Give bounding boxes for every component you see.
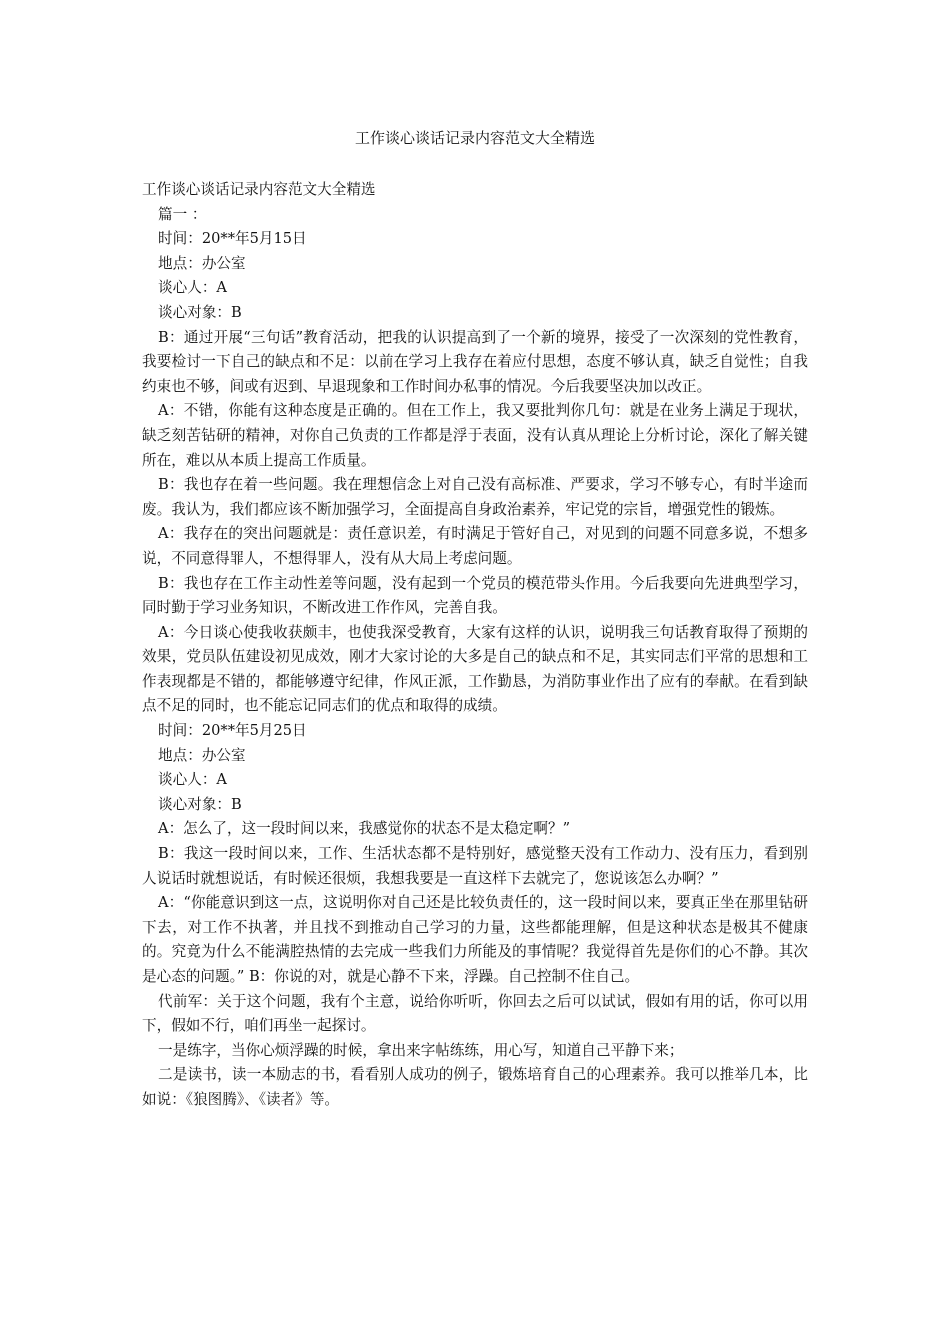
paragraph: 地点：办公室 (158, 746, 246, 764)
document-title: 工作谈心谈话记录内容范文大全精选 (354, 129, 595, 147)
paragraph: 代前军：关于这个问题，我有个主意，说给你听听，你回去之后可以试试，假如有用的话，你可以用下，假如不行，咱们再坐一起探讨。 (142, 992, 808, 1035)
paragraph: A：怎么了，这一段时间以来，我感觉你的状态不是太稳定啊？” (158, 820, 571, 838)
paragraph: 谈心对象：B (158, 795, 242, 813)
paragraph: B：通过开展“三句话”教育活动，把我的认识提高到了一个新的境界，接受了一次深刻的党性教育，我要检讨一下自己的缺点和不足：以前在学习上我存在着应付思想，态度不够认真，缺乏自觉性；自我约束也不够，间或有迟到、早退现象和工作时间办私事的情况。今后我要坚决加以改正。 (142, 328, 808, 395)
paragraph: 二是读书，读一本励志的书，看看别人成功的例子，锻炼培育自己的心理素养。我可以推举几本，比如说：《狼图腾》、《读者》等。 (142, 1066, 808, 1108)
paragraph: 地点：办公室 (158, 254, 246, 272)
paragraph: B：我也存在着一些问题。我在理想信念上对自己没有高标准、严要求，学习不够专心，有时半途而废。我认为，我们都应该不断加强学习，全面提高自身政治素养，牢记党的宗旨，增强党性的锻炼。 (142, 476, 808, 518)
paragraph: A：“你能意识到这一点，这说明你对自己还是比较负责任的，这一段时间以来，要真正坐在那里钻研下去，对工作不执著，并且找不到推动自己学习的力量，这些都能理解，但是这种状态是极其不健康的。究竟为什么不能满腔热情的去完成一些我们力所能及的事情呢？我觉得首先是你们的心不静。其次是心态的问题。” B：你说的对，就是心静不下来，浮躁。自己控制不住自己。 (142, 894, 808, 985)
paragraph: B：我也存在工作主动性差等问题，没有起到一个党员的模范带头作用。今后我要向先进典型学习，同时勤于学习业务知识，不断改进工作作风，完善自我。 (142, 574, 808, 617)
paragraph: A：不错，你能有这种态度是正确的。但在工作上，我又要批判你几句：就是在业务上满足于现状，缺乏刻苦钻研的精神，对你自己负责的工作都是浮于表面，没有认真从理论上分析讨论，深化了解关键所在，难以从本质上提高工作质量。 (142, 402, 808, 469)
paragraph: 篇一 ： (158, 205, 207, 223)
document-body (142, 178, 808, 1113)
paragraph: A：我存在的突出问题就是：责任意识差，有时满足于管好自己，对见到的问题不同意多说，不想多说，不同意得罪人，不想得罪人，没有从大局上考虑问题。 (142, 525, 808, 567)
paragraph: 工作谈心谈话记录内容范文大全精选 (142, 181, 376, 198)
paragraph: 谈心对象：B (158, 303, 242, 321)
paragraph: B：我这一段时间以来，工作、生活状态都不是特别好，感觉整天没有工作动力、没有压力，看到别人说话时就想说话，有时候还很烦，我想我要是一直这样下去就完了，您说该怎么办啊？” (142, 845, 808, 887)
paragraph: 谈心人：A (158, 771, 227, 789)
paragraph: 时间：20**年5月25日 (158, 722, 307, 740)
paragraph: 一是练字，当你心烦浮躁的时候，拿出来字帖练练，用心写，知道自己平静下来； (158, 1041, 684, 1059)
paragraph: 谈心人：A (158, 279, 227, 297)
paragraph: 时间：20**年5月15日 (158, 230, 307, 248)
paragraph: A：今日谈心使我收获颇丰，也使我深受教育，大家有这样的认识，说明我三句话教育取得了预期的效果，党员队伍建设初见成效，刚才大家讨论的大多是自己的缺点和不足，其实同志们平常的思想和工作表现都是不错的，都能够遵守纪律，作风正派，工作勤恳，为消防事业作出了应有的奉献。在看到缺点不足的同时，也不能忘记同志们的优点和取得的成绩。 (142, 623, 808, 715)
